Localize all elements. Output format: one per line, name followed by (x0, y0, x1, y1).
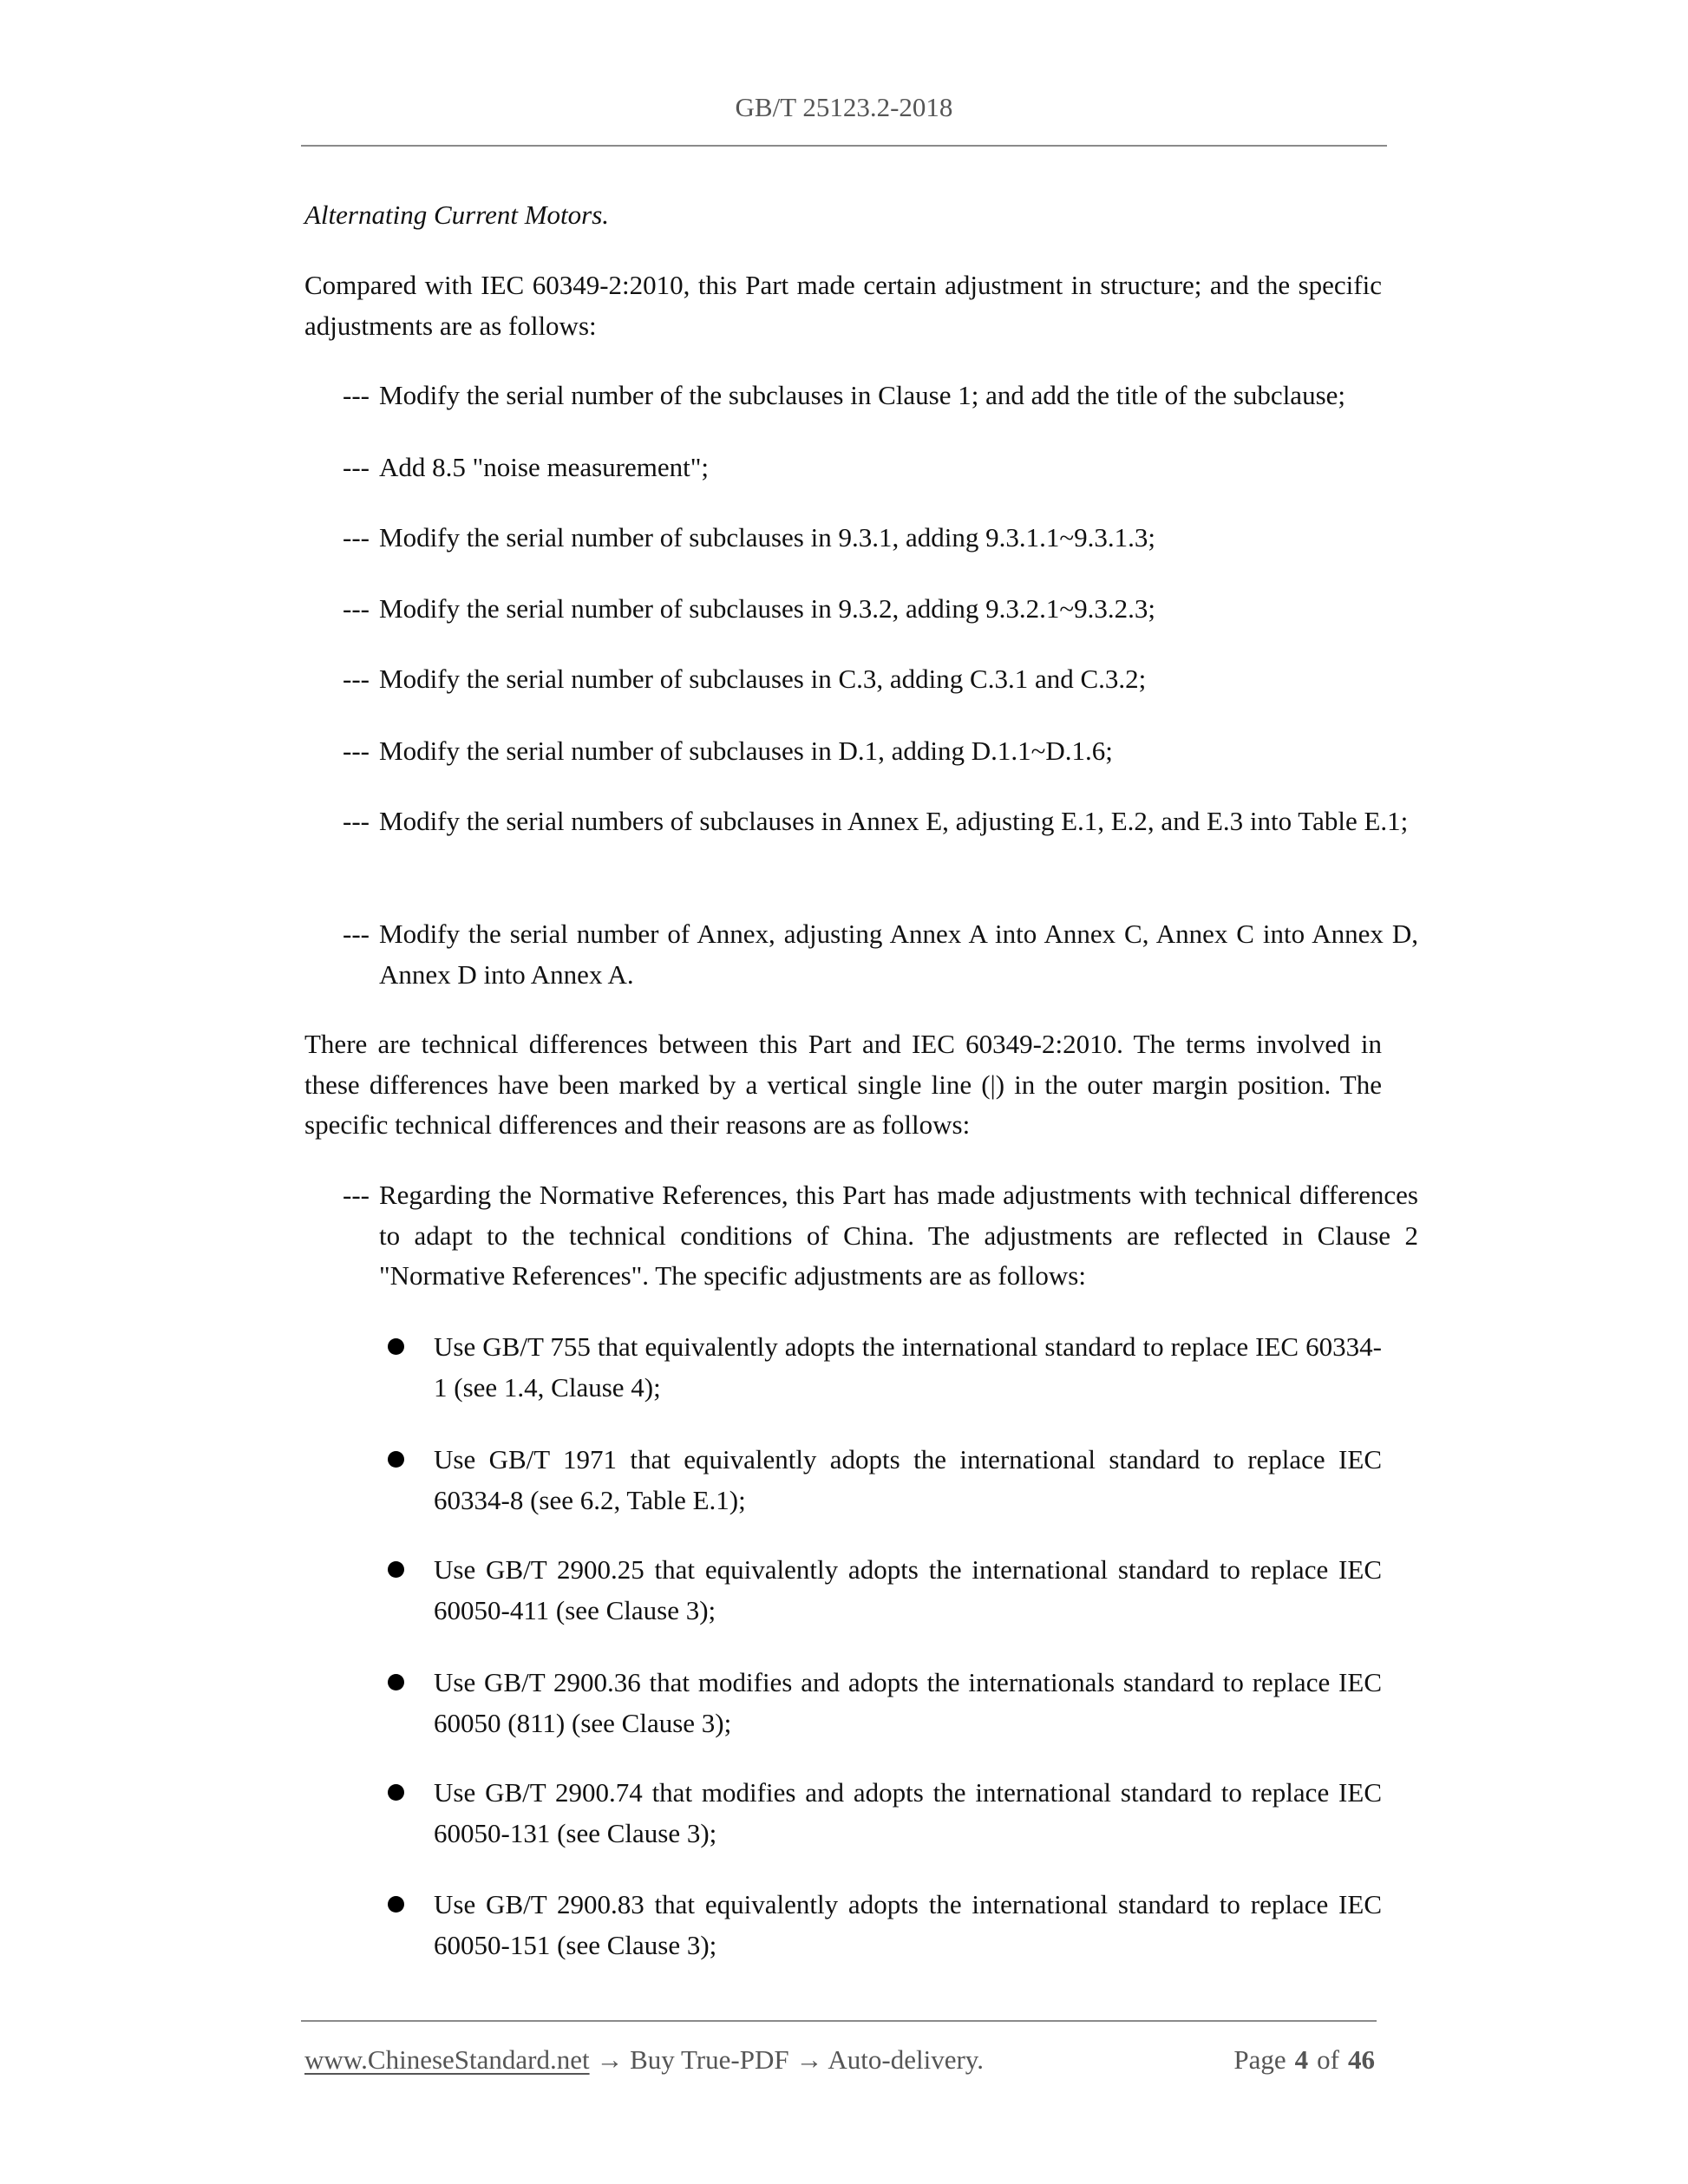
normative-reference-bullet (388, 1550, 1382, 1631)
structure-adjustment-text: Modify the serial number of Annex, adjusting Annex A into Annex C, Annex C into Annex D, Annex D into Annex A. (379, 919, 1418, 990)
bullet-dot-icon (388, 1561, 404, 1578)
dash-marker: --- (343, 593, 370, 624)
page-current: 4 (1294, 2044, 1309, 2075)
normative-reference-bullet (388, 1440, 1382, 1520)
structure-adjustment-item (343, 589, 1418, 630)
structure-adjustment-text: Modify the serial number of subclauses in 9.3.1, adding 9.3.1.1~9.3.1.3; (379, 522, 1155, 553)
technical-difference-text: Regarding the Normative References, this Part has made adjustments with technical differences to adapt to the technical conditions of China. The adjustments are reflected in Clause 2 "Normative References". The specific adjustments are as follows: (379, 1180, 1418, 1291)
dash-marker: --- (343, 380, 370, 410)
structure-adjustment-item (343, 659, 1418, 700)
page-number (1207, 2043, 1375, 2077)
dash-marker: --- (343, 664, 370, 694)
dash-marker: --- (343, 1180, 370, 1210)
arrow-right-icon: → (795, 2044, 823, 2075)
structure-adjustment-text: Modify the serial numbers of subclauses in Annex E, adjusting E.1, E.2, and E.3 into Table E.1; (379, 806, 1409, 836)
normative-reference-bullet (388, 1885, 1382, 1965)
normative-reference-bullet (388, 1773, 1382, 1854)
page-of-label: of (1317, 2044, 1339, 2075)
document-header-title: GB/T 25123.2-2018 (735, 92, 953, 122)
normative-reference-bullet (388, 1663, 1382, 1743)
structure-adjustment-text: Modify the serial number of subclauses in C.3, adding C.3.1 and C.3.2; (379, 664, 1147, 694)
structure-adjustment-text: Add 8.5 "noise measurement"; (379, 452, 710, 482)
dash-marker: --- (343, 806, 370, 836)
dash-marker: --- (343, 452, 370, 482)
structure-adjustment-item (343, 731, 1418, 772)
bullet-text: Use GB/T 2900.74 that modifies and adopts the international standard to replace IEC 60050-131 (see Clause 3); (434, 1777, 1382, 1848)
normative-reference-bullet (388, 1327, 1382, 1408)
structure-adjustment-item (343, 376, 1418, 416)
structure-adjustment-item (343, 448, 1418, 488)
bullet-dot-icon (388, 1674, 404, 1690)
bullet-dot-icon (388, 1896, 404, 1913)
structure-paragraph: Compared with IEC 60349-2:2010, this Part made certain adjustment in structure; and the specific adjustments are as follows: (304, 270, 1382, 341)
page-label: Page (1233, 2044, 1286, 2075)
footer-promo (304, 2043, 984, 2077)
structure-adjustment-text: Modify the serial number of the subclauses in Clause 1; and add the title of the subclause; (379, 380, 1346, 410)
document-body (304, 0, 1418, 1995)
structure-adjustment-item (343, 801, 1418, 842)
structure-adjustment-item (343, 914, 1418, 995)
bullet-text: Use GB/T 755 that equivalently adopts the international standard to replace IEC 60334-1 (see 1.4, Clause 4); (434, 1331, 1382, 1403)
technical-difference-item (343, 1175, 1418, 1297)
footer-divider (301, 2020, 1377, 2022)
bullet-dot-icon (388, 1784, 404, 1801)
technical-differences-paragraph: There are technical differences between this Part and IEC 60349-2:2010. The terms involved in these differences have been marked by a vertical single line (|) in the outer margin position. The specific technical differences and their reasons are as follows: (304, 1029, 1382, 1140)
footer-step-delivery: Auto-delivery. (828, 2044, 985, 2075)
dash-marker: --- (343, 522, 370, 553)
dash-marker: --- (343, 919, 370, 949)
bullet-text: Use GB/T 2900.25 that equivalently adopts the international standard to replace IEC 60050-411 (see Clause 3); (434, 1554, 1382, 1625)
arrow-right-icon: → (596, 2044, 624, 2075)
page-total: 46 (1348, 2044, 1375, 2075)
structure-adjustment-text: Modify the serial number of subclauses in 9.3.2, adding 9.3.2.1~9.3.2.3; (379, 593, 1155, 624)
footer-step-buy: Buy True-PDF (630, 2044, 789, 2075)
structure-adjustment-text: Modify the serial number of subclauses in D.1, adding D.1.1~D.1.6; (379, 736, 1113, 766)
bullet-text: Use GB/T 2900.36 that modifies and adopts the internationals standard to replace IEC 60050 (811) (see Clause 3); (434, 1667, 1382, 1738)
bullet-text: Use GB/T 2900.83 that equivalently adopts the international standard to replace IEC 60050-151 (see Clause 3); (434, 1889, 1382, 1960)
structure-adjustment-item (343, 518, 1418, 559)
intro-fragment: Alternating Current Motors. (304, 199, 610, 230)
dash-marker: --- (343, 736, 370, 766)
bullet-text: Use GB/T 1971 that equivalently adopts the international standard to replace IEC 60334-8 (see 6.2, Table E.1); (434, 1444, 1382, 1515)
website-link[interactable]: www.ChineseStandard.net (304, 2044, 590, 2075)
bullet-dot-icon (388, 1338, 404, 1355)
bullet-dot-icon (388, 1451, 404, 1468)
